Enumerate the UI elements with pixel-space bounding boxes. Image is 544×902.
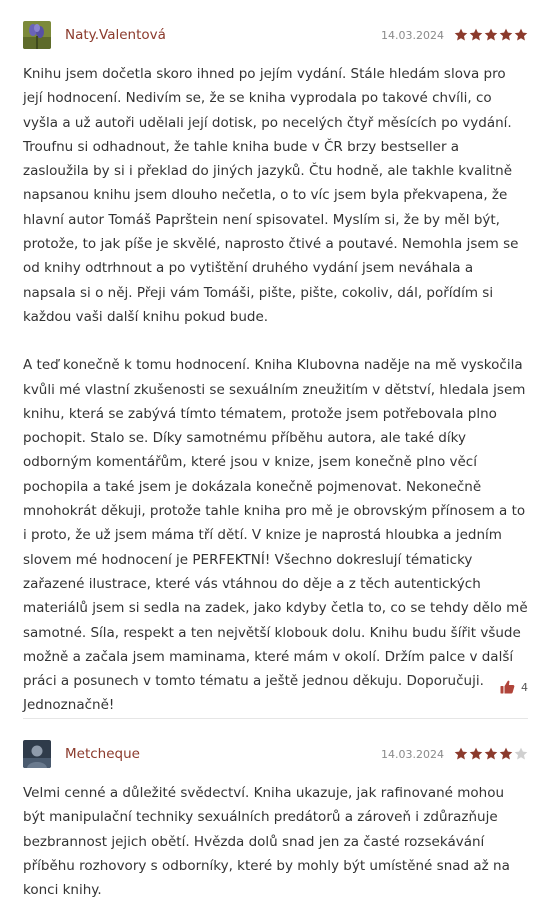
review-text [23,781,528,902]
star-icon-filled [454,747,468,761]
review-meta [381,20,528,50]
star-rating [454,28,528,42]
star-icon-filled [499,747,513,761]
avatar-flower-image [23,21,51,49]
review-paragraph: Velmi cenné a důležité svědectví. Kniha ukazuje, jak rafinované mohou být manipulační techniky sexuálních predátorů a zároveň i zdůrazňuje bezbrannost jejich obětí. Hvězda dolů snad jen za časté rozsekávání příběhu rozhovory s odborníky, které by mohly být umístěné snad až na konci knihy. [23,785,510,899]
star-rating [454,747,528,761]
review-paragraph: A teď konečně k tomu hodnocení. Kniha Klubovna naděje na mě vyskočila kvůli mé vlastní zkušenosti se sexuálním zneužitím v dětství, hledala jsem knihu, která se zabývá tímto tématem, protože jsem potřebovala plno pochopit. Stalo se. Díky samotnému příběhu autora, ale také díky odborným komentářům, které jsou v knize, jsem konečně plno věcí pochopila a také jsem je dokázala konečně pojmenovat. Nekonečně mnohokrát děkuji, protože tahle kniha pro mě je obrovským přínosem a to i proto, že už jsem máma tří dětí. V knize je naprostá hloubka a jedním slovem mé hodnocení je PERFEKTNÍ! Všechno dokreslují tématicky zařazené ilustrace, které vás vtáhnou do děje a z těch autentických materiálů jsem si sedla na zadek, jako kdyby četla to, co se tehdy dělo mě samotné. Síla, respekt a ten největší klobouk dolu. Knihu budu šířit všude možně a začala jsem maminama, které mám v okolí. Držím palce v další práci a posunech v tomto tématu a ještě jednou děkuju. Doporučuji. Jednoznačně! [23,357,528,714]
star-icon-filled [454,28,468,42]
review-header [23,20,528,50]
avatar-person-image [23,740,51,768]
review-date: 14.03.2024 [381,28,444,42]
star-icon-filled [484,747,498,761]
like-button[interactable] [500,680,528,694]
like-count: 4 [521,680,528,694]
review-card [23,719,528,902]
review-meta [381,739,528,769]
avatar[interactable] [23,740,51,768]
avatar[interactable] [23,21,51,49]
star-icon-filled [469,747,483,761]
star-icon-filled [514,28,528,42]
star-icon-filled [499,28,513,42]
review-text [23,62,528,718]
review-date: 14.03.2024 [381,747,444,761]
review-author[interactable]: Metcheque [65,746,140,762]
review-paragraph: Knihu jsem dočetla skoro ihned po jejím vydání. Stále hledám slova pro její hodnocení. Nedivím se, že se kniha vyprodala po takové chvíli, co vyšla a už autoři udělali její dotisk, po necelých čtyř měsících po vydání. Troufnu si odhadnout, že tahle kniha bude v ČR brzy bestseller a zasloužila by si i překlad do jiných jazyků. Čtu hodně, ale takhle kvalitně napsanou knihu jsem dlouho nečetla, o to víc jsem byla překvapena, že hlavní autor Tomáš Paprštein není spisovatel. Myslím si, že by měl být, protože, to jak píše je skvělé, naprosto čtivé a poutavé. Nemohla jsem se od knihy odtrhnout a po vytištění druhého vydání jsem neváhala a napsala si o něj. Přeji vám Tomáši, pište, pište, cokoliv, dál, pořídím si každou vaši další knihu pokud bude. [23,66,519,325]
star-icon-filled [469,28,483,42]
thumbs-up-icon [500,680,515,694]
review-header [23,739,528,769]
star-icon-filled [484,28,498,42]
review-card [23,0,528,719]
star-icon-empty [514,747,528,761]
review-author[interactable]: Naty.Valentová [65,27,166,43]
